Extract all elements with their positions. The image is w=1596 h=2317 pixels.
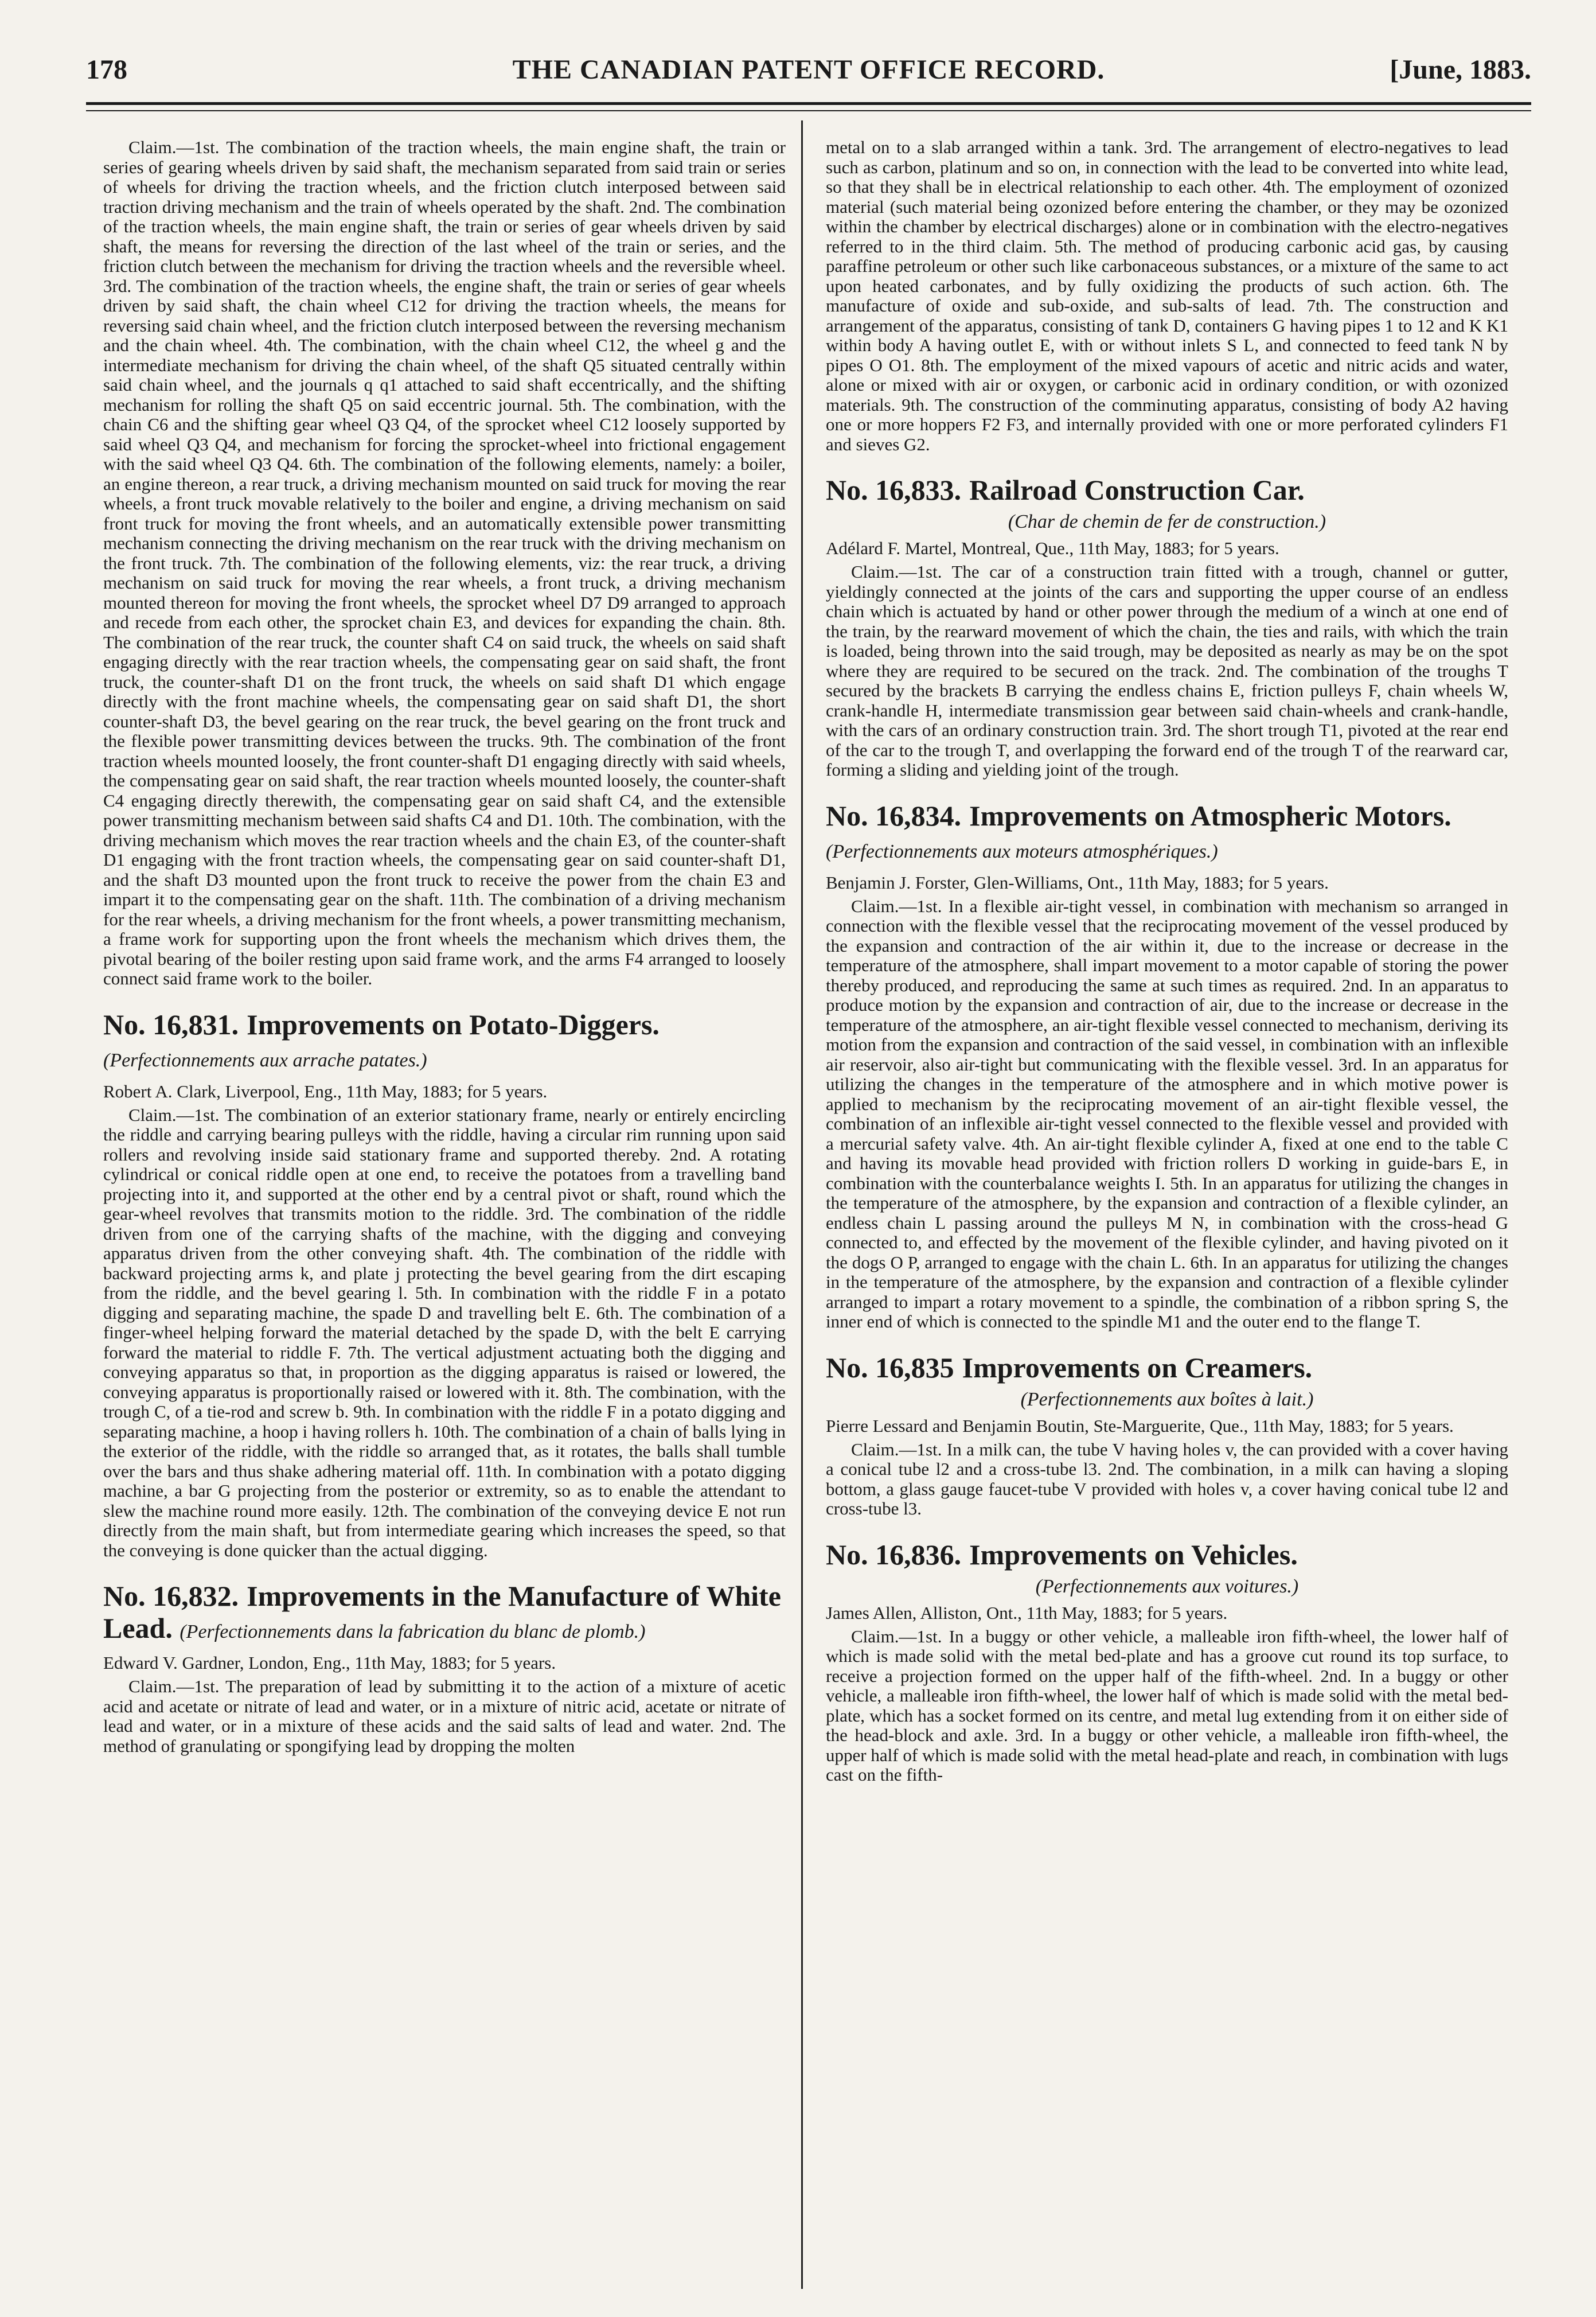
entry-heading [103, 1008, 786, 1077]
inventor-byline: James Allen, Alliston, Ont., 11th May, 1883; for 5 years. [826, 1602, 1228, 1623]
patent-entry-16834 [826, 800, 1508, 1332]
french-title: (Perfectionnements aux moteurs atmosphériques.) [826, 840, 1218, 862]
page-number: 178 [86, 54, 127, 85]
patent-title: Improvements on Potato-Diggers. [247, 1008, 660, 1041]
french-title: (Char de chemin de fer de construction.) [1008, 511, 1326, 532]
patent-title: Improvements on Atmospheric Motors. [969, 799, 1451, 832]
patent-entry-16833 [826, 474, 1508, 780]
claim-text: Claim.—1st. The combination of an exterior stationary frame, nearly or entirely encircling the riddle and carrying bearing pulleys with the riddle, having a circular rim running upon said rollers and revolving inside said stationary frame and supported thereby. 2nd. A rotating cylindrical or conical riddle open at one end, to receive the potatoes from a travelling band projecting into it, and supported at the other end by a central pivot or shaft, round which the gear-wheel revolves that transmits motion to the riddle. 3rd. The combination of the riddle driven from one of the carrying shafts of the machine, with the digging and conveying apparatus driven from the other conveying shaft. 4th. The combination of the riddle with backward projecting arms k, and plate j protecting the bevel gearing from the dirt escaping from the riddle, and the bevel gearing l. 5th. In combination with the riddle F in a potato digging and separating machine, the spade D and travelling belt E. 6th. The combination of a finger-wheel helping forward the material detached by the spade D, with the belt E carrying forward the material to riddle F. 7th. The vertical adjustment actuating both the digging and conveying apparatus so that, in proportion as the digging apparatus is raised or lowered, the conveying apparatus is proportionally raised or lowered with it. 8th. The combination, with the trough C, of a tie-rod and screw b. 9th. In combination with the riddle F in a potato digging and separating machine, a hoop i having rollers h. 10th. The combination of a chain of balls lying in the exterior of the riddle, with the riddle so arranged that, as it rotates, the balls shall tumble over the bars and thus shake adhering material off. 11th. In combination with a potato digging machine, a bar G projecting from the posterior or extremity, so as to enable the attendant to slew the machine round more easily. 12th. The combination of the conveying device E not run directly from the main shaft, but from intermediate gearing which increases the speed, so that the conveying is done quicker than the actual digging. [103, 1104, 786, 1560]
inventor-byline: Pierre Lessard and Benjamin Boutin, Ste-Marguerite, Que., 11th May, 1883; for 5 years. [826, 1415, 1454, 1436]
patent-number: No. 16,833. [826, 474, 962, 506]
header-rule [86, 102, 1531, 105]
entry-heading [826, 1352, 1508, 1384]
patent-number: No. 16,831. [103, 1008, 239, 1041]
inventor-byline: Robert A. Clark, Liverpool, Eng., 11th May, 1883; for 5 years. [103, 1081, 548, 1101]
publication-title: THE CANADIAN PATENT OFFICE RECORD. [512, 54, 1105, 85]
patent-title: Railroad Construction Car. [969, 474, 1305, 506]
french-title: (Perfectionnements aux arrache patates.) [103, 1049, 427, 1071]
claim-continued-text: Claim.—1st. The combination of the traction wheels, the main engine shaft, the train or series of gearing wheels driven by said shaft, the mechanism separated from said train or series of wheels for driving the traction wheels, and the friction clutch interposed between said traction driving mechanism and the train of wheels operated by the shaft. 2nd. The combination of the traction wheels, the main engine shaft, the train or series of gear wheels driven by said shaft, the means for reversing the direction of the last wheel of the train or series, and the friction clutch between the mechanism for driving the traction wheels and the reversible wheel. 3rd. The combination of the traction wheels, the engine shaft, the train or series of gear wheels driven by said shaft, the chain wheel C12 for driving the traction wheels, the means for reversing said chain wheel, and the friction clutch interposed between the reversing mechanism and the chain wheel. 4th. The combination, with the chain wheel C12, the wheel g and the intermediate mechanism for driving the chain wheel, of the shaft Q5 situated centrally within said chain wheel, and the journals q q1 attached to said shaft eccentrically, and the shifting mechanism for rolling the shaft Q5 on said eccentric journal. 5th. The combination, with the chain C6 and the shifting gear wheel Q3 Q4, of the sprocket wheel C12 loosely supported by said wheel Q3 Q4, and mechanism for forcing the sprocket-wheel into frictional engagement with the said wheel Q3 Q4. 6th. The combination of the following elements, namely: a boiler, an engine thereon, a rear truck, a driving mechanism mounted on said truck for moving the rear wheels, a front truck movable relatively to the boiler and engine, a driving mechanism on said front truck for moving the front wheels, and an automatically extensible power transmitting mechanism connecting the driving mechanism on the rear truck with the driving mechanism on the front truck. 7th. The combination of the following elements, viz: the rear truck, a driving mechanism on said truck for moving the rear wheels, a front truck, a driving mechanism mounted thereon for moving the front wheels, the sprocket wheel D7 D9 arranged to approach and recede from each other, the sprocket chain E3, and devices for expanding the chain. 8th. The combination of the rear truck, the counter shaft C4 on said truck, the wheels on said shaft engaging directly with the rear traction wheels, the compensating gear on said shaft, the front truck, the counter-shaft D1 on the front truck, the wheels on said shaft D1 which engage directly with the front machine wheels, the compensating gear on said shaft D1, the short counter-shaft D3, the bevel gearing on the rear truck, the bevel gearing on the front truck and the flexible power transmitting devices between the trucks. 9th. The combination of the front traction wheels mounted loosely, the front counter-shaft D1 engaging directly with said wheels, the compensating gear on said shaft, the rear traction wheels mounted loosely, the counter-shaft C4 engaging directly therewith, the compensating gear on said shaft C4, and the extensible power transmitting mechanism between said shafts C4 and D1. 10th. The combination, with the driving mechanism which moves the rear traction wheels and the chain E3, of the counter-shaft D1 engaging with the front traction wheels, the compensating gear on said counter-shaft D1, and the shaft D3 mounted upon the front truck to receive the power from the chain E3 and impart it to the compensating gear on the shaft. 11th. The combination of a driving mechanism for the rear wheels, a driving mechanism for the front wheels, a power transmitting mechanism, a frame work for supporting upon the front wheels the mechanism which drives them, the pivotal bearing of the boiler resting upon said frame work, and the arms F4 arranged to loosely connect said frame work to the boiler. [103, 137, 786, 988]
entry-heading [826, 474, 1508, 506]
entry-heading [103, 1580, 786, 1648]
issue-date: [June, 1883. [1390, 54, 1531, 85]
patent-entry-16831 [103, 1008, 786, 1561]
patent-number: No. 16,834. [826, 799, 962, 832]
left-column [103, 138, 786, 1756]
patent-number: No. 16,836. [826, 1538, 962, 1571]
french-title: (Perfectionnements aux boîtes à lait.) [1020, 1388, 1314, 1410]
column-divider [801, 120, 803, 2289]
claim-text: Claim.—1st. In a buggy or other vehicle, a malleable iron fifth-wheel, the lower half of which is made solid with the metal bed-plate and has a groove cut round its top surface, to receive a projection formed on the upper half of the fifth-wheel. 2nd. In a buggy or other vehicle, a malleable iron fifth-wheel, the lower half of which is made solid with the metal bed-plate, which has a socket formed on its centre, and metal lug extending from it on either side of the head-block and axle. 3rd. In a buggy or other vehicle, a malleable iron fifth-wheel, the upper half of which is made solid with the metal head-plate and reach, in combination with lugs cast on the fifth- [826, 1626, 1508, 1785]
entry-heading [826, 1539, 1508, 1571]
patent-entry-16835 [826, 1352, 1508, 1519]
right-column [826, 138, 1508, 1785]
page-header [86, 53, 1531, 93]
patent-number: No. 16,832. [103, 1580, 239, 1612]
entry-heading [826, 800, 1508, 868]
inventor-byline: Edward V. Gardner, London, Eng., 11th May, 1883; for 5 years. [103, 1653, 556, 1673]
claim-text: Claim.—1st. In a flexible air-tight vessel, in combination with mechanism so arranged in connection with the flexible vessel that the reciprocating movement of the vessel produced by the expansion and contraction of the air within it, due to the increase or decrease in the temperature of the atmosphere, shall impart movement to a motor capable of storing the power thereby produced, and reproducing the same at such times as required. 2nd. In an apparatus to produce motion by the expansion and contraction of air, due to the increase or decrease in the temperature of the atmosphere, an air-tight flexible vessel connected to mechanism, deriving its motion from the expansion and contraction of the said vessel, in combination with an inflexible air reservoir, also air-tight but communicating with the flexible vessel. 3rd. In an apparatus for utilizing the changes in the temperature of the atmosphere and in which motive power is applied to mechanism by the reciprocating movement of an air-tight flexible vessel, the combination of an inflexible air-tight vessel connected to the flexible vessel and provided with a mercurial safety valve. 4th. An air-tight flexible cylinder A, fixed at one end to the table C and having its movable head provided with friction rollers D working in guide-bars E, in combination with the counterbalance weights I. 5th. In an apparatus for utilizing the changes in the temperature of the atmosphere, by the expansion and contraction of a flexible cylinder, an endless chain L passing around the pulleys M N, in combination with the cross-head G connected to, and effected by the movement of the flexible cylinder, and having pivoted on it the dogs O P, arranged to engage with the chain L. 6th. In an apparatus for utilizing the changes in the temperature of the atmosphere, by the expansion and contraction of a flexible cylinder arranged to impart a rotary movement to a spindle, the combination of a ribbon spring S, the inner end of which is connected to the spindle M1 and the outer end to the flange T. [826, 895, 1508, 1331]
claim-text: Claim.—1st. In a milk can, the tube V having holes v, the can provided with a cover having a conical tube l2 and a cross-tube l3. 2nd. The combination, in a milk can having a sloping bottom, a glass gauge faucet-tube V provided with holes v, a cover having conical tube l2 and cross-tube l3. [826, 1439, 1508, 1518]
patent-entry-16832 [103, 1580, 786, 1756]
inventor-byline: Benjamin J. Forster, Glen-Williams, Ont., 11th May, 1883; for 5 years. [826, 872, 1329, 893]
claim-continued-text: metal on to a slab arranged within a tank. 3rd. The arrangement of electro-negatives to lead such as carbon, platinum and so on, in connection with the lead to be converted into white lead, so that they shall be in electrical relationship to each other. 4th. The employment of ozonized material (such material being ozonized before entering the chamber, or they may be ozonized within the chamber by electrical discharges) alone or in combination with the electro-negatives referred to in the third claim. 5th. The method of producing carbonic acid gas, by causing paraffine petroleum or other such like carbonaceous substances, or a mixture of the same to act upon heated carbonates, and by fully oxidizing the products of such action. 6th. The manufacture of oxide and sub-oxide, and sub-salts of lead. 7th. The construction and arrangement of the apparatus, consisting of tank D, containers G having pipes 1 to 12 and K K1 within body A having outlet E, with or without inlets S L, and connected to feed tank N by pipes O O1. 8th. The employment of the mixed vapours of acetic and nitric acids and water, alone or mixed with air or oxygen, or carbonic acid in ordinary condition, or with ozonized materials. 9th. The construction of the comminuting apparatus, consisting of body A2 having one or more hoppers F2 F3, and internally provided with one or more perforated cylinders F1 and sieves G2. [826, 137, 1508, 454]
patent-number: No. 16,835 [826, 1351, 954, 1384]
patent-title: Improvements on Creamers. [962, 1351, 1313, 1384]
french-title: (Perfectionnements aux voitures.) [1035, 1575, 1299, 1597]
patent-title: Improvements on Vehicles. [969, 1538, 1298, 1571]
claim-text: Claim.—1st. The preparation of lead by submitting it to the action of a mixture of acetic acid and acetate or nitrate of lead and water, or in a mixture of nitric acid, acetate or nitrate of lead and water, or in a mixture of these acids and the said salts of lead and water. 2nd. The method of granulating or spongifying lead by dropping the molten [103, 1676, 786, 1756]
french-title: (Perfectionnements dans la fabrication du blanc de plomb.) [179, 1621, 646, 1642]
header-rule-thin [86, 110, 1531, 111]
claim-text: Claim.—1st. The car of a construction train fitted with a trough, channel or gutter, yieldingly connected at the joints of the cars and supporting the upper course of an endless chain which is actuated by hand or other power through the medium of a winch at one end of the train, by the rearward movement of which the chain, the ties and rails, with which the train is loaded, being thrown into the said trough, may be deposited as nearly as may be on the spot where they are required to be secured on the track. 2nd. The combination of the troughs T secured by the brackets B carrying the endless chains E, friction pulleys F, chain wheels W, crank-handle H, intermediate transmission gear between said chain-wheels and crank-handle, with the cars of an ordinary construction train. 3rd. The short trough T1, pivoted at the rear end of the car to the trough T, and overlapping the forward end of the trough T of the rearward car, forming a sliding and yielding joint of the trough. [826, 562, 1508, 780]
patent-title: Improvements in the Manufacture of White Lead. [103, 1580, 781, 1644]
patent-entry-16836 [826, 1539, 1508, 1785]
inventor-byline: Adélard F. Martel, Montreal, Que., 11th May, 1883; for 5 years. [826, 538, 1279, 558]
